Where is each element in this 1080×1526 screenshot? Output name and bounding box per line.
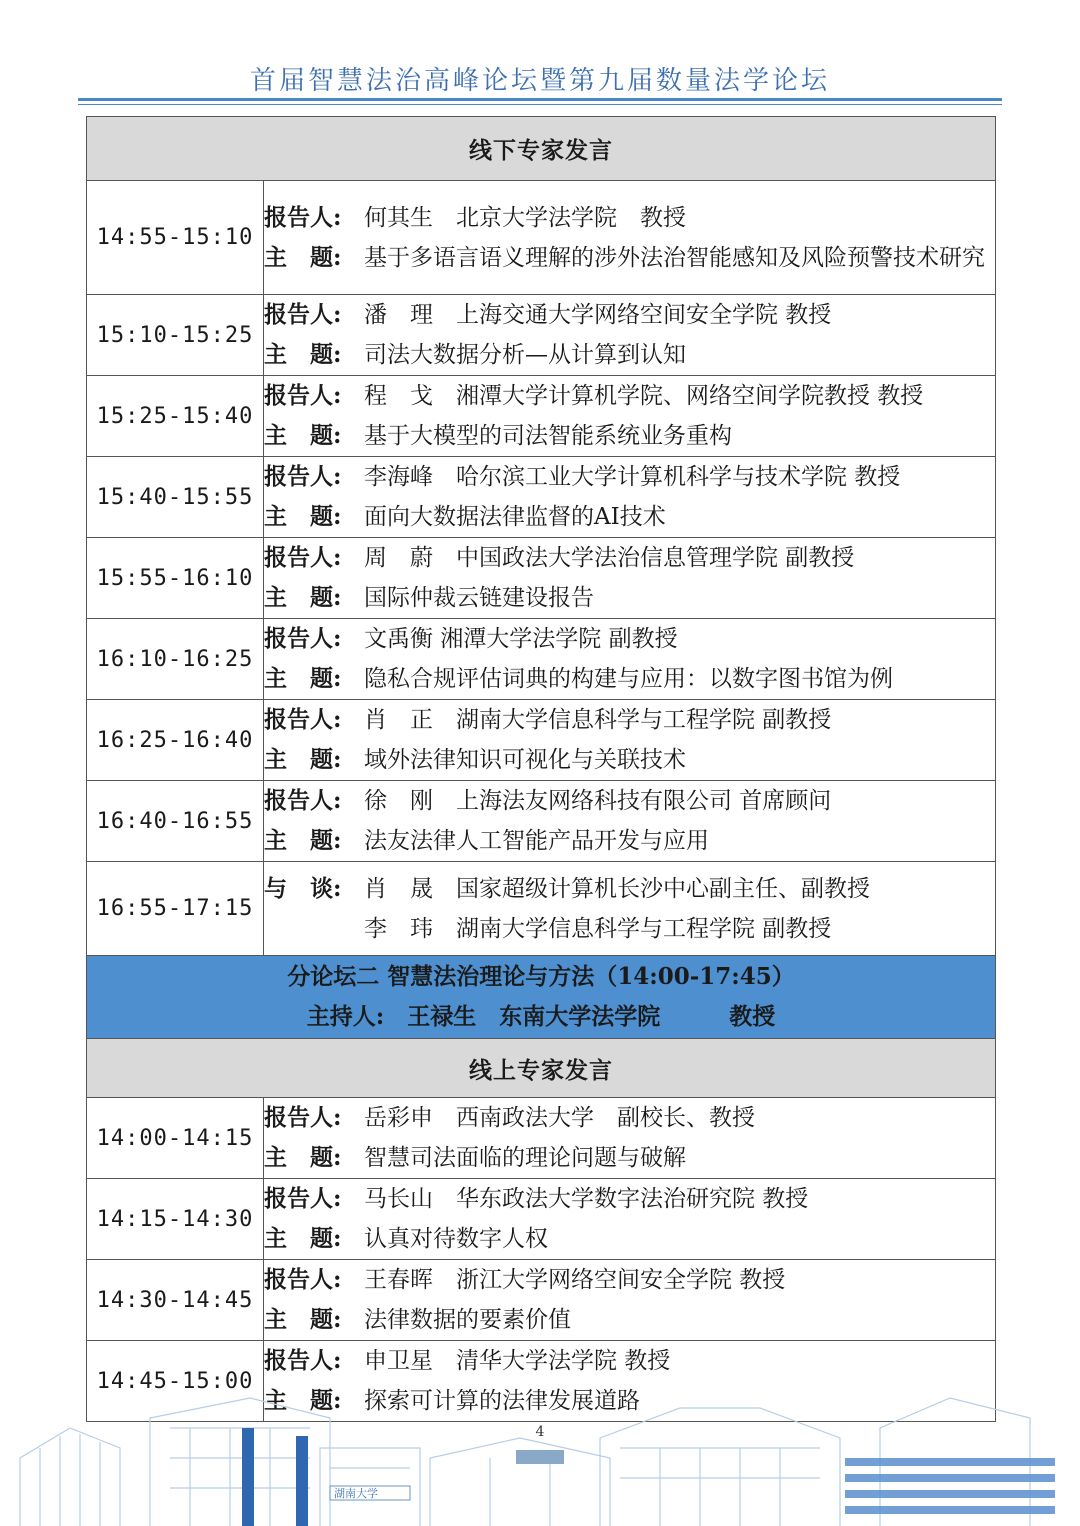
dialogue-line-1 (264, 869, 995, 909)
talk-info (264, 376, 996, 457)
topic-line (264, 1138, 995, 1178)
talk-info (264, 1260, 996, 1341)
topic-label: 主 题: (264, 243, 342, 271)
talk-row (87, 700, 996, 781)
talk-info (264, 1179, 996, 1260)
reporter-label: 报告人: (264, 301, 342, 328)
talk-row (87, 1098, 996, 1179)
reporter-label: 报告人: (264, 787, 342, 814)
topic-value: 面向大数据法律监督的AI技术 (364, 504, 666, 530)
host-label: 主持人: (306, 1003, 385, 1030)
topic-line (264, 497, 995, 537)
forum2-host (87, 997, 995, 1037)
topic-value: 司法大数据分析—从计算到认知 (364, 342, 686, 368)
reporter-label: 报告人: (264, 625, 342, 652)
header-rule-thin (78, 104, 1002, 105)
dialogue-line-2: 李 玮 湖南大学信息科学与工程学院 副教授 (364, 915, 832, 942)
reporter-label: 报告人: (264, 706, 342, 733)
dialogue-label: 与 谈: (264, 874, 342, 902)
topic-value: 基于多语言语义理解的涉外法治智能感知及风险预警技术研究 (364, 244, 985, 271)
talk-row (87, 181, 996, 295)
talk-row (87, 457, 996, 538)
section-offline-experts-row (87, 117, 996, 181)
topic-label: 主 题: (264, 422, 342, 449)
topic-value: 智慧司法面临的理论问题与破解 (364, 1145, 686, 1171)
page-number: 4 (535, 1424, 545, 1440)
time-slot: 14:45-15:00 (87, 1341, 264, 1422)
reporter-value: 徐 刚 上海法友网络科技有限公司 首席顾问 (364, 788, 832, 814)
reporter-value: 李海峰 哈尔滨工业大学计算机科学与技术学院 教授 (364, 464, 901, 490)
reporter-value: 马长山 华东政法大学数字法治研究院 教授 (364, 1186, 809, 1212)
campus-buildings-illustration (0, 1388, 1080, 1526)
topic-label: 主 题: (264, 827, 342, 854)
time-slot: 14:15-14:30 (87, 1179, 264, 1260)
time-slot: 15:25-15:40 (87, 376, 264, 457)
topic-label: 主 题: (264, 746, 342, 773)
talk-info (264, 700, 996, 781)
topic-line (264, 821, 995, 861)
topic-label: 主 题: (264, 1225, 342, 1252)
host-value: 王禄生 东南大学法学院 教授 (407, 1003, 776, 1030)
section-online-experts: 线上专家发言 (87, 1039, 996, 1098)
reporter-label: 报告人: (264, 203, 342, 231)
topic-label: 主 题: (264, 1387, 342, 1414)
time-slot: 15:10-15:25 (87, 295, 264, 376)
reporter-line (264, 295, 995, 335)
reporter-line (264, 781, 995, 821)
reporter-value: 周 蔚 中国政法大学法治信息管理学院 副教授 (364, 545, 855, 571)
time-slot: 14:55-15:10 (87, 181, 264, 295)
reporter-value: 文禹衡 湘潭大学法学院 副教授 (364, 626, 678, 652)
topic-line (264, 659, 995, 699)
reporter-value: 何其生 北京大学法学院 教授 (364, 204, 686, 231)
talk-row (87, 1179, 996, 1260)
time-slot: 16:10-16:25 (87, 619, 264, 700)
dialogue-info (264, 862, 996, 956)
reporter-value: 程 戈 湘潭大学计算机学院、网络空间学院教授 教授 (364, 383, 924, 409)
time-slot: 16:25-16:40 (87, 700, 264, 781)
reporter-line (264, 1179, 995, 1219)
topic-line (264, 578, 995, 618)
reporter-line (264, 1098, 995, 1138)
forum2-title: 分论坛二 智慧法治理论与方法（14:00-17:45） (287, 963, 795, 990)
time-slot: 16:40-16:55 (87, 781, 264, 862)
topic-value: 国际仲裁云链建设报告 (364, 585, 594, 611)
dialogue-row (87, 862, 996, 956)
talk-info (264, 619, 996, 700)
reporter-value: 肖 正 湖南大学信息科学与工程学院 副教授 (364, 707, 832, 733)
topic-line (264, 238, 995, 278)
reporter-line (264, 619, 995, 659)
topic-value: 隐私合规评估词典的构建与应用：以数字图书馆为例 (364, 666, 893, 692)
reporter-value: 申卫星 清华大学法学院 教授 (364, 1348, 671, 1374)
section-online-experts-row (87, 1039, 996, 1098)
reporter-value: 潘 理 上海交通大学网络空间安全学院 教授 (364, 302, 832, 328)
section-offline-experts: 线下专家发言 (87, 117, 996, 181)
reporter-label: 报告人: (264, 382, 342, 409)
talk-row (87, 295, 996, 376)
topic-line (264, 1300, 995, 1340)
topic-value: 认真对待数字人权 (364, 1226, 548, 1252)
reporter-label: 报告人: (264, 463, 342, 490)
reporter-value: 岳彩申 西南政法大学 副校长、教授 (364, 1105, 755, 1131)
topic-value: 法律数据的要素价值 (364, 1307, 571, 1333)
time-slot: 15:55-16:10 (87, 538, 264, 619)
time-slot: 14:00-14:15 (87, 1098, 264, 1179)
time-slot: 16:55-17:15 (87, 862, 264, 956)
reporter-line (264, 376, 995, 416)
topic-label: 主 题: (264, 1306, 342, 1333)
time-slot: 15:40-15:55 (87, 457, 264, 538)
dialogue-value-1: 肖 晟 国家超级计算机长沙中心副主任、副教授 (364, 875, 870, 902)
talk-info (264, 295, 996, 376)
talk-row (87, 376, 996, 457)
forum2-header (87, 956, 996, 1039)
time-slot: 14:30-14:45 (87, 1260, 264, 1341)
reporter-label: 报告人: (264, 1266, 342, 1293)
topic-label: 主 题: (264, 584, 342, 611)
forum2-header-row (87, 956, 996, 1039)
topic-label: 主 题: (264, 341, 342, 368)
topic-value: 探索可计算的法律发展道路 (364, 1388, 640, 1414)
topic-value: 法友法律人工智能产品开发与应用 (364, 828, 709, 854)
reporter-line (264, 700, 995, 740)
topic-line (264, 416, 995, 456)
document-header-title: 首届智慧法治高峰论坛暨第九届数量法学论坛 (249, 66, 830, 96)
topic-label: 主 题: (264, 503, 342, 530)
reporter-line (264, 538, 995, 578)
topic-line (264, 740, 995, 780)
reporter-label: 报告人: (264, 1104, 342, 1131)
topic-line (264, 1219, 995, 1259)
reporter-label: 报告人: (264, 544, 342, 571)
talk-info (264, 781, 996, 862)
header-rule-thick (78, 98, 1002, 101)
schedule-table-body (87, 117, 996, 1422)
reporter-label: 报告人: (264, 1185, 342, 1212)
talk-row (87, 781, 996, 862)
topic-line (264, 335, 995, 375)
talk-info (264, 181, 996, 295)
reporter-value: 王春晖 浙江大学网络空间安全学院 教授 (364, 1267, 786, 1293)
talk-row (87, 538, 996, 619)
talk-row (87, 619, 996, 700)
topic-value: 基于大模型的司法智能系统业务重构 (364, 423, 732, 449)
talk-row (87, 1260, 996, 1341)
topic-value: 域外法律知识可视化与关联技术 (364, 747, 686, 773)
reporter-line (264, 1341, 995, 1381)
topic-label: 主 题: (264, 665, 342, 692)
reporter-line (264, 198, 995, 238)
topic-label: 主 题: (264, 1144, 342, 1171)
reporter-label: 报告人: (264, 1347, 342, 1374)
reporter-line (264, 1260, 995, 1300)
reporter-line (264, 457, 995, 497)
talk-info (264, 1098, 996, 1179)
talk-info (264, 457, 996, 538)
talk-info (264, 538, 996, 619)
university-logo-text: 湖南大学 (334, 1487, 378, 1500)
schedule-table (86, 116, 996, 1422)
